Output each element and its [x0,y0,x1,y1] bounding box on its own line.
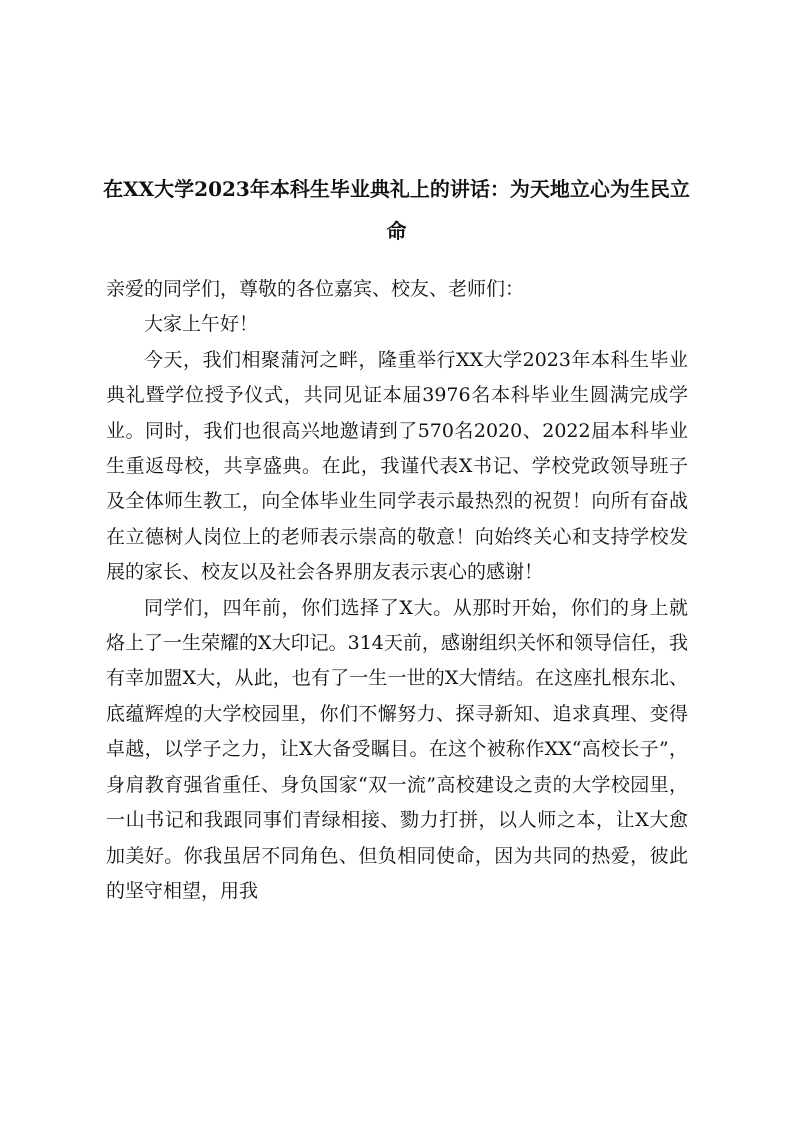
document-title: 在XX大学2023年本科生毕业典礼上的讲话：为天地立心为生民立命 [103,177,690,243]
salutation: 亲爱的同学们，尊敬的各位嘉宾、校友、老师们： [106,278,525,300]
greeting: 大家上午好！ [144,313,259,336]
document-body [106,272,688,909]
paragraph: 今天，我们相聚蒲河之畔，隆重举行XX大学2023年本科生毕业典礼暨学位授予仪式，共同见证本届3976名本科毕业生圆满完成学业。同时，我们也很高兴地邀请到了570名2020、2022届本科毕业生重返母校，共享盛典。在此，我谨代表X书记、学校党政领导班子及全体师生教工，向全体毕业生同学表示最热烈的祝贺！向所有奋战在立德树人岗位上的老师表示崇高的敬意！向始终关心和支持学校发展的家长、校友以及社会各界朋友表示衷心的感谢！ [106,348,688,584]
paragraph: 同学们，四年前，你们选择了X大。从那时开始，你们的身上就烙上了一生荣耀的X大印记。314天前，感谢组织关怀和领导信任，我有幸加盟X大，从此，也有了一生一世的X大情结。在这座扎根东北、底蕴辉煌的大学校园里，你们不懈努力、探寻新知、追求真理、变得卓越，以学子之力，让X大备受瞩目。在这个被称作XX“高校长子”，身肩教育强省重任、身负国家“双一流”高校建设之责的大学校园里，一山书记和我跟同事们青绿相接、勠力打拼，以人师之本，让X大愈加美好。你我虽居不同角色、但负相同使命，因为共同的热爱，彼此的坚守相望，用我 [106,596,688,902]
